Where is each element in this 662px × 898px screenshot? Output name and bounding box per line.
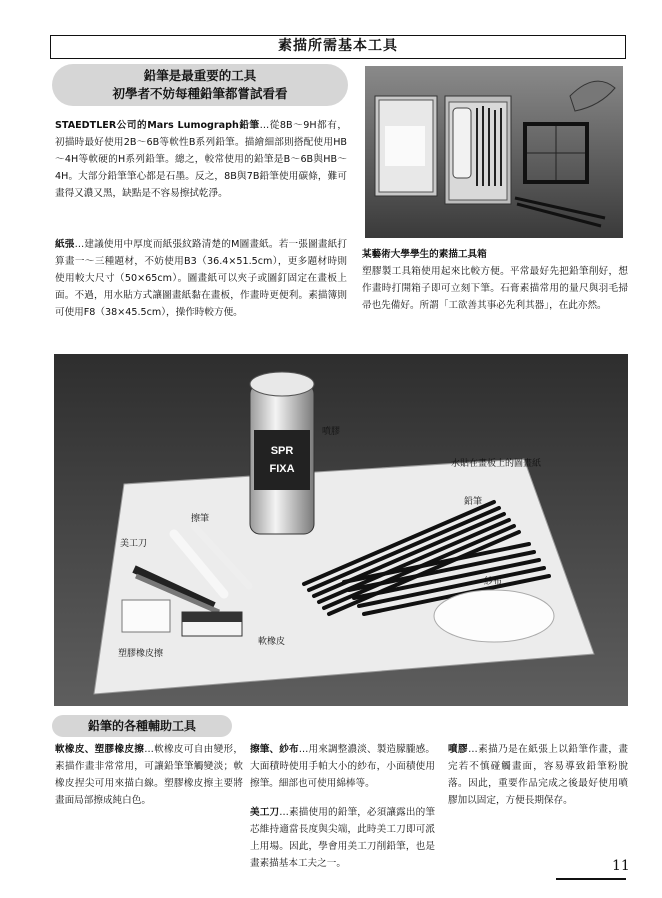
label-pencil: 鉛筆 [464,497,483,507]
spray-paragraph-lead: 噴膠 [448,744,469,755]
stump-paragraph [250,741,435,792]
pencils-paragraph-lead: STAEDTLER公司的Mars Lumograph鉛筆 [55,120,260,131]
paper-paragraph-lead: 紙張 [55,239,75,250]
tools-photo [54,354,628,706]
label-cutter: 美工刀 [120,539,148,549]
toolbox-photo [365,66,623,238]
footer-rule [556,878,626,880]
pencils-paragraph [55,117,347,202]
svg-text:SPR: SPR [270,445,294,457]
toolbox-caption-title: 某藝術大學學生的素描工具箱 [362,249,487,260]
label-spray: 噴膠 [322,427,341,437]
toolbox-illustration [365,66,623,238]
label-kneaded-eraser: 軟橡皮 [258,637,286,647]
pencils-paragraph-text: …從8B～9H都有，初描時最好使用2B～6B等軟性B系列鉛筆。描繪細部則搭配使用HB～4H等軟硬的H系列鉛筆。總之，較常使用的鉛筆是B～6B與HB～4H。大部分鉛筆筆心都是石墨。反之，8B與7B鉛筆使用碳條，難可畫得又濃又黑，缺點是不容易擦拭乾淨。 [55,120,347,199]
erasers-paragraph-lead: 軟橡皮、塑膠橡皮擦 [55,744,145,755]
erasers-paragraph-text: …軟橡皮可自由變形，素描作畫非常常用，可讓鉛筆筆觸變淡；軟橡皮捏尖可用來描白線。塑膠橡皮擦主要將畫面局部擦成純白色。 [55,744,243,806]
toolbox-caption [362,246,628,314]
aux-tools-heading: 鉛筆的各種輔助工具 [52,715,232,737]
cutter-paragraph-lead: 美工刀 [250,807,280,818]
paper-paragraph [55,236,347,321]
cutter-paragraph-text: …素描使用的鉛筆，必須讓露出的筆芯維持適當長度與尖端，此時美工刀即可派上用場。因此，學會用美工刀削鉛筆，也是畫素描基本工夫之一。 [250,807,435,869]
toolbox-caption-text: 塑膠製工具箱使用起來比較方便。平常最好先把鉛筆削好，想作畫時打開箱子即可立刻下筆。石膏素描常用的量尺與羽毛掃帚也先備好。所謂「工欲善其事必先利其器」，在此亦然。 [362,266,628,311]
label-stump: 擦筆 [191,514,210,524]
label-paper: 水貼在畫板上的圖畫紙 [451,459,542,469]
stump-paragraph-text: …用來調整濃淡、製造朦朧感。大面積時使用手帕大小的紗布，小面積使用擦筆。細部也可使用綿棒等。 [250,744,436,789]
svg-text:FIXA: FIXA [269,463,295,475]
stump-paragraph-lead: 擦筆、紗布 [250,744,299,755]
cutter-paragraph [250,804,435,872]
page-title: 素描所需基本工具 [50,35,626,59]
page-number: 11 [612,858,630,874]
erasers-paragraph [55,741,243,809]
label-gauze: 紗布 [484,577,503,587]
spray-paragraph [448,741,628,809]
intro-heading-line2: 初學者不妨每種鉛筆都嘗試看看 [112,86,288,101]
spray-paragraph-text: …素描乃是在紙張上以鉛筆作畫，畫完若不慎碰觸畫面，容易導致鉛筆粉脫落。因此，重要作品完成之後最好使用噴膠加以固定，方便長期保存。 [448,744,629,806]
intro-heading-line1: 鉛筆是最重要的工具 [143,68,257,83]
intro-heading [52,64,348,106]
label-plastic-eraser: 塑膠橡皮擦 [118,649,164,659]
paper-paragraph-text: …建議使用中厚度而紙張紋路清楚的M圖畫紙。若一張圖畫紙打算畫一～三種題材，不妨使用B3（36.4×51.5cm），更多題材時則使用較大尺寸（50×65cm）。圖畫紙可以夾子或圖釘固定在畫板上面。不過，用水貼方式讓圖畫紙黏在畫板，作畫時更便利。素描簿則可使用F8（38×45.5cm），操作時較方便。 [55,239,348,318]
